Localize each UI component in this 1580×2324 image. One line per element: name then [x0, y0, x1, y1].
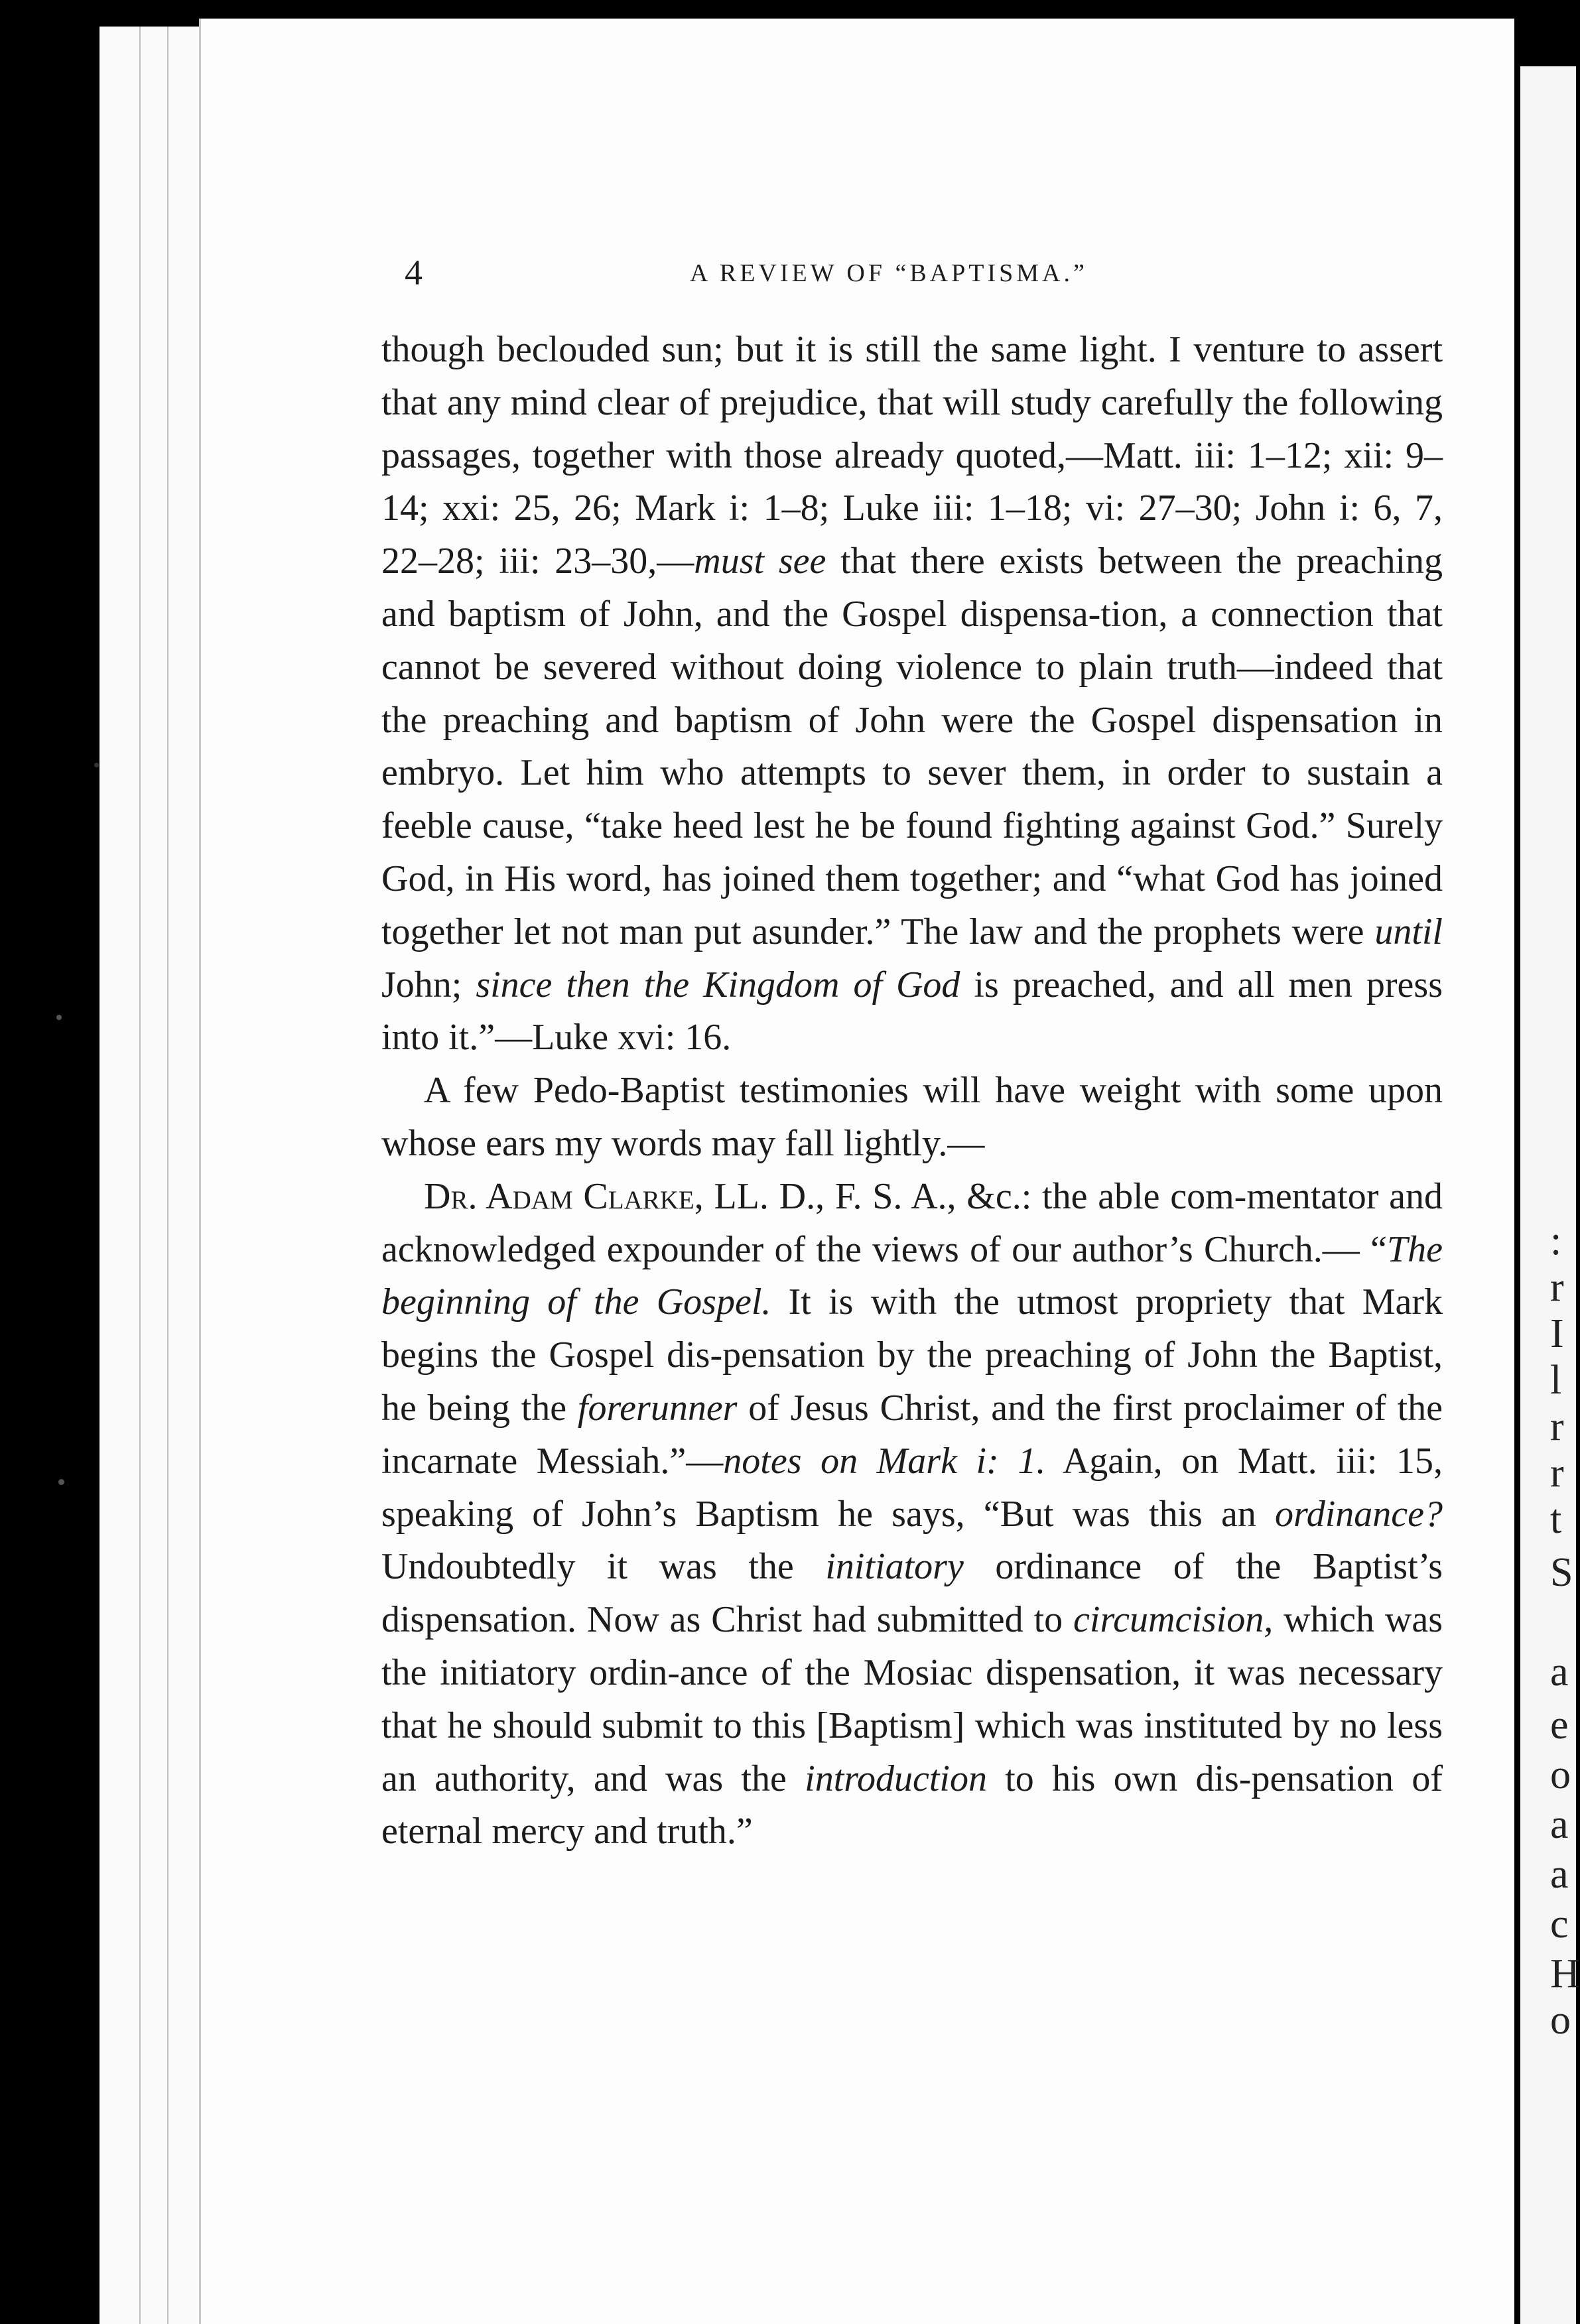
scan-speck — [94, 763, 99, 767]
running-title: A REVIEW OF “BAPTISMA.” — [690, 259, 1088, 287]
facing-fragment: l — [1550, 1358, 1562, 1403]
page-edge — [141, 27, 168, 2324]
paragraph: though beclouded sun; but it is still the same light. I venture to assert that any mind clear of prejudice, that will study carefully the following passages, together with those already quoted,—Matt. iii: 1–12; xii: 9–14; xxi: 25, 26; Mark i: 1–8; Luke iii: 1–18; vi: 27–30; John i: 6, 7, 22–28; iii: 23–30,—must see that there exists between the preaching and baptism of John, and the Gospel dispensa-tion, a connection that cannot be severed without doing violence to plain truth—indeed that the preaching and baptism of John were the Gospel dispensation in embryo. Let him who attempts to sever them, in order to sustain a feeble cause, “take heed lest he be found fighting against God.” Surely God, in His word, has joined them together; and “what God has joined together let not man put asunder.” The law and the prophets were until John; since then the Kingdom of God is preached, and all men press into it.”—Luke xvi: 16. — [381, 329, 1443, 1059]
facing-fragment: S — [1550, 1550, 1573, 1595]
page-number: 4 — [405, 253, 423, 292]
page-edge — [99, 27, 141, 2324]
scan-speck — [56, 1015, 62, 1020]
paragraph: A few Pedo-Baptist testimonies will have weight with some upon whose ears my words may fall lightly.— — [381, 1070, 1443, 1164]
facing-fragment: : — [1550, 1218, 1562, 1263]
facing-fragment: a — [1550, 1852, 1569, 1897]
facing-fragment: a — [1550, 1649, 1569, 1695]
facing-fragment: t — [1550, 1497, 1562, 1542]
facing-fragment: r — [1550, 1451, 1564, 1496]
facing-fragment: e — [1550, 1703, 1569, 1748]
page-header — [405, 252, 1439, 305]
facing-fragment: c — [1550, 1902, 1569, 1947]
author-name: Dr. Adam Clarke — [424, 1175, 694, 1217]
facing-page — [1520, 66, 1580, 2324]
facing-fragment: r — [1550, 1404, 1564, 1449]
page-edge — [168, 27, 200, 2324]
facing-fragment: r — [1550, 1265, 1564, 1310]
facing-fragment: a — [1550, 1802, 1569, 1847]
facing-fragment: o — [1550, 1998, 1571, 2043]
page-body — [381, 324, 1443, 1858]
facing-fragment: H — [1550, 1951, 1580, 1996]
facing-fragment: o — [1550, 1752, 1571, 1797]
paragraph: Dr. Adam Clarke, LL. D., F. S. A., &c.: the able com-mentator and acknowledged expounder of the views of our author’s Church.— “The beginning of the Gospel. It is with the utmost propriety that Mark begins the Gospel dis-pensation by the preaching of John the Baptist, he being the forerunner of Jesus Christ, and the first proclaimer of the incarnate Messiah.”—notes on Mark i: 1. Again, on Matt. iii: 15, speaking of John’s Baptism he says, “But was this an ordinance? Undoubtedly it was the initiatory ordinance of the Baptist’s dispensation. Now as Christ had submitted to circumcision, which was the initiatory ordin-ance of the Mosiac dispensation, it was necessary that he should submit to this [Baptism] which was instituted by no less an authority, and was the introduction to his own dis-pensation of eternal mercy and truth.” — [381, 1175, 1443, 1852]
scan-speck — [58, 1479, 64, 1485]
facing-fragment: I — [1550, 1311, 1564, 1356]
